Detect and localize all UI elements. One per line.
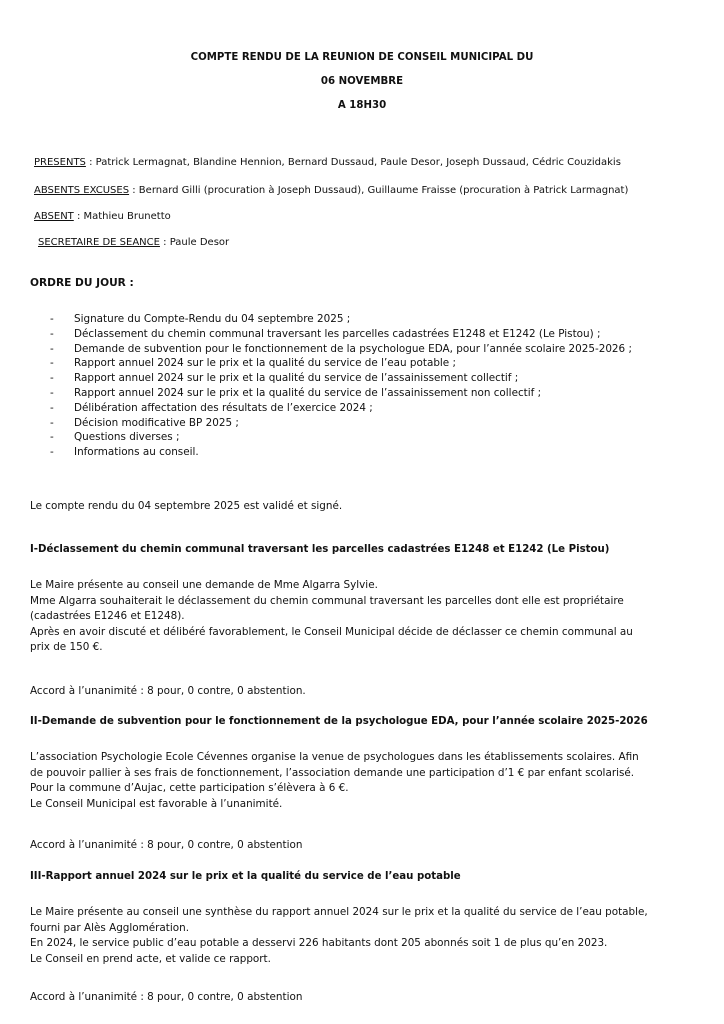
agenda-item-text: Demande de subvention pour le fonctionnement de la psychologue EDA, pour l’année scolaire 2025-2026 ; (74, 342, 632, 355)
agenda-item-text: Décision modificative BP 2025 ; (74, 416, 239, 429)
excuses-line (34, 185, 628, 196)
bullet-dash: - (50, 446, 54, 459)
excuses-label: ABSENTS EXCUSES (34, 185, 130, 196)
bullet-dash: - (50, 313, 54, 325)
absent-names: : Mathieu Brunetto (73, 211, 171, 222)
meeting-date: 06 NOVEMBRE (320, 76, 404, 87)
section-3-vote: Accord à l’unanimité : 8 pour, 0 contre, 0 abstention (30, 991, 303, 1003)
secretaire-label: SECRETAIRE DE SEANCE (38, 237, 160, 248)
bullet-dash: - (50, 416, 54, 429)
agenda-item (50, 445, 632, 460)
meeting-time: A 18H30 (337, 100, 387, 111)
presents-line (34, 157, 621, 168)
body-line: Pour la commune d’Aujac, cette participation s’élèvera à 6 €. (30, 782, 349, 795)
body-line: (cadastrées E1246 et E1248). (30, 610, 185, 623)
agenda-item-text: Signature du Compte-Rendu du 04 septembre 2025 ; (74, 313, 351, 325)
bullet-dash: - (50, 327, 54, 340)
section-2-body (30, 750, 710, 812)
agenda-title: ORDRE DU JOUR : (30, 277, 134, 289)
agenda-item-text: Rapport annuel 2024 sur le prix et la qualité du service de l’assainissement collectif ; (74, 372, 519, 385)
body-line: En 2024, le service public d’eau potable a desservi 226 habitants dont 205 abonnés soit 1 de plus qu’en 2023. (30, 937, 608, 950)
agenda-item (50, 342, 632, 357)
section-1-body (30, 578, 710, 656)
bullet-dash: - (50, 357, 54, 370)
agenda-item-text: Délibération affectation des résultats de l’exercice 2024 ; (74, 401, 373, 414)
agenda-item (50, 312, 632, 327)
validation-text: Le compte rendu du 04 septembre 2025 est validé et signé. (30, 500, 343, 512)
body-line: L’association Psychologie Ecole Cévennes organise la venue de psychologues dans les établissements scolaires. Afin (30, 751, 639, 763)
agenda-item (50, 386, 632, 401)
body-line: Le Conseil Municipal est favorable à l’unanimité. (30, 797, 283, 810)
bullet-dash: - (50, 372, 54, 385)
presents-label: PRESENTS (34, 157, 86, 168)
agenda-item (50, 356, 632, 371)
body-line: Mme Algarra souhaiterait le déclassement du chemin communal traversant les parcelles dont elle est propriétaire (30, 594, 624, 607)
agenda-list (50, 312, 632, 460)
presents-names: : Patrick Lermagnat, Blandine Hennion, Bernard Dussaud, Paule Desor, Joseph Dussaud, Cédric Couzidakis (85, 157, 621, 168)
body-line: fourni par Alès Agglomération. (30, 921, 190, 934)
body-line: Le Maire présente au conseil une synthèse du rapport annuel 2024 sur le prix et la qualité du service de l’eau potable, (30, 906, 648, 918)
bullet-dash: - (50, 342, 54, 355)
bullet-dash: - (50, 401, 54, 414)
document-title: COMPTE RENDU DE LA REUNION DE CONSEIL MUNICIPAL DU (190, 52, 534, 63)
excuses-names: : Bernard Gilli (procuration à Joseph Dussaud), Guillaume Fraisse (procuration à Patrick Larmagnat) (129, 185, 629, 196)
section-2-vote: Accord à l’unanimité : 8 pour, 0 contre, 0 abstention (30, 839, 303, 851)
agenda-item (50, 401, 632, 416)
body-line: Le Maire présente au conseil une demande de Mme Algarra Sylvie. (30, 579, 378, 591)
body-line: Après en avoir discuté et délibéré favorablement, le Conseil Municipal décide de déclasser ce chemin communal au (30, 625, 633, 638)
secretaire-name: : Paule Desor (159, 237, 230, 248)
agenda-item (50, 416, 632, 431)
secretaire-line (38, 237, 229, 248)
agenda-item (50, 327, 632, 342)
bullet-dash: - (50, 431, 54, 444)
agenda-item (50, 371, 632, 386)
agenda-item-text: Rapport annuel 2024 sur le prix et la qualité du service de l’eau potable ; (74, 357, 456, 370)
agenda-item-text: Rapport annuel 2024 sur le prix et la qualité du service de l’assainissement non collectif ; (74, 386, 542, 399)
bullet-dash: - (50, 386, 54, 399)
absent-label: ABSENT (34, 211, 74, 222)
agenda-item (50, 430, 632, 445)
section-2-title: II-Demande de subvention pour le fonctionnement de la psychologue EDA, pour l’année scolaire 2025-2026 (30, 716, 648, 727)
section-1-vote: Accord à l’unanimité : 8 pour, 0 contre, 0 abstention. (30, 685, 306, 697)
agenda-item-text: Questions diverses ; (74, 431, 180, 444)
section-1-title: I-Déclassement du chemin communal traversant les parcelles cadastrées E1248 et E1242 (Le Pistou) (30, 544, 610, 555)
section-3-title: III-Rapport annuel 2024 sur le prix et la qualité du service de l’eau potable (30, 871, 461, 882)
body-line: Le Conseil en prend acte, et valide ce rapport. (30, 952, 271, 965)
section-3-body (30, 905, 710, 967)
agenda-item-text: Informations au conseil. (74, 446, 199, 459)
absent-line (34, 211, 171, 222)
agenda-item-text: Déclassement du chemin communal traversant les parcelles cadastrées E1248 et E1242 (Le Pistou) ; (74, 327, 601, 340)
body-line: de pouvoir pallier à ses frais de fonctionnement, l’association demande une participation d’1 € par enfant scolarisé. (30, 766, 635, 779)
body-line: prix de 150 €. (30, 641, 103, 654)
